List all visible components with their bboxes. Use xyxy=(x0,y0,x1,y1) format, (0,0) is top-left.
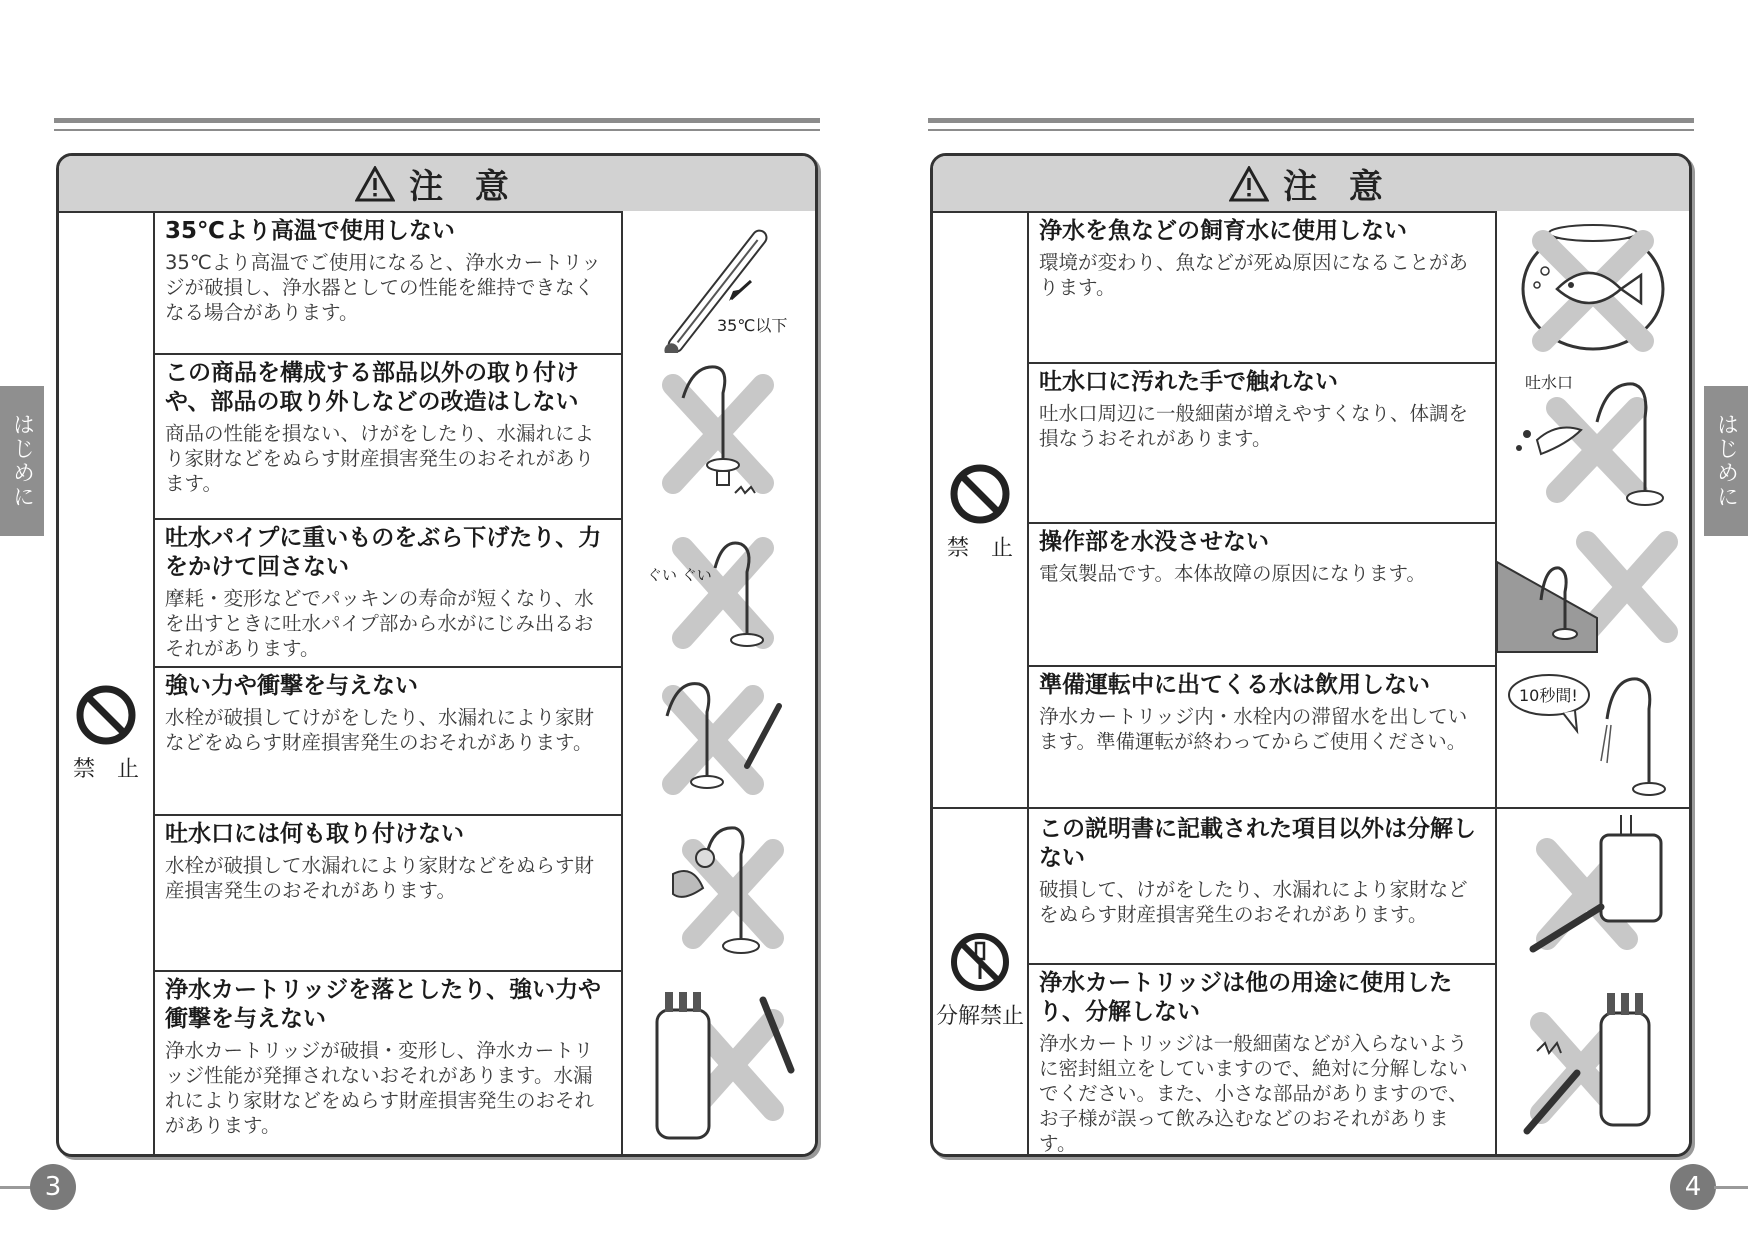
item-title: 吐水口に汚れた手で触れない xyxy=(1039,369,1338,395)
caution-row xyxy=(1027,362,1689,524)
spout-attachment-illustration xyxy=(621,814,815,970)
cartridge-disassembly-illustration xyxy=(1495,963,1689,1154)
caution-row xyxy=(153,211,815,355)
prohibition-icon xyxy=(949,463,1011,525)
item-title: 準備運転中に出てくる水は飲用しない xyxy=(1039,672,1430,698)
item-body: 摩耗・変形などでパッキンの寿命が短くなり、水を出すときに吐水パイプ部から水がにじみ出るおそれがあります。 xyxy=(165,587,594,660)
side-tab[interactable] xyxy=(0,386,44,536)
caution-box xyxy=(56,153,818,1157)
caution-row xyxy=(153,666,815,816)
item-title: 浄水カートリッジを落としたり、強い力や衝撃を与えない xyxy=(165,977,602,1032)
standby-water-illustration xyxy=(1495,665,1689,807)
submerge-illustration xyxy=(1495,522,1689,665)
top-rule xyxy=(928,118,1694,123)
item-title: 浄水カートリッジは他の用途に使用したり、分解しない xyxy=(1039,970,1453,1025)
caution-title: 注 意 xyxy=(1283,167,1393,207)
caution-title: 注 意 xyxy=(409,167,519,207)
item-title: 操作部を水没させない xyxy=(1039,529,1269,555)
warning-triangle-icon xyxy=(1229,166,1269,202)
page-number xyxy=(30,1164,76,1210)
caution-row xyxy=(1027,963,1689,1154)
item-title: 35℃より高温で使用しない xyxy=(165,218,455,244)
category-label: 禁 止 xyxy=(72,757,139,782)
dirty-hand-illustration xyxy=(1495,362,1689,522)
spout-label: 吐水口 xyxy=(1525,373,1574,392)
category-label: 分解禁止 xyxy=(935,1004,1024,1029)
page-number-text: 4 xyxy=(1684,1172,1702,1202)
page-number-line xyxy=(0,1186,34,1189)
disassembly-illustration xyxy=(1495,809,1689,963)
caution-row xyxy=(1027,809,1689,965)
fishbowl-illustration xyxy=(1495,211,1689,362)
right-page xyxy=(874,0,1748,1240)
side-tab-label: はじめに xyxy=(9,413,35,509)
item-body: 浄水カートリッジは一般細菌などが入らないように密封組立をしていますので、絶対に分解しないでください。また、小さな部品がありますので、お子様が誤って飲み込むなどのおそれがあります。 xyxy=(1039,1032,1468,1155)
caution-header xyxy=(59,156,815,213)
pipe-twist-illustration xyxy=(621,518,815,666)
category-column-prohibition xyxy=(933,211,1029,809)
top-rule-thin xyxy=(54,129,820,131)
top-rule xyxy=(54,118,820,123)
item-body: 商品の性能を損ない、けがをしたり、水漏れにより家財などをぬらす財産損害発生のおそれがあります。 xyxy=(165,422,595,495)
cartridge-drop-illustration xyxy=(621,970,815,1154)
side-tab[interactable] xyxy=(1704,386,1748,536)
caution-row xyxy=(153,518,815,668)
impact-illustration xyxy=(621,666,815,814)
temperature-label: 35℃以下 xyxy=(717,316,788,335)
item-body: 水栓が破損してけがをしたり、水漏れにより家財などをぬらす財産損害発生のおそれがあります。 xyxy=(165,706,595,754)
caution-box xyxy=(930,153,1692,1157)
item-body: 浄水カートリッジ内・水栓内の滞留水を出しています。準備運転が終わってからご使用ください。 xyxy=(1039,705,1468,753)
item-title: 浄水を魚などの飼育水に使用しない xyxy=(1039,218,1407,244)
thermometer-illustration xyxy=(621,211,815,353)
item-title: この説明書に記載された項目以外は分解しない xyxy=(1039,816,1476,871)
caution-header xyxy=(933,156,1689,213)
warning-triangle-icon xyxy=(355,166,395,202)
caution-row xyxy=(1027,522,1689,667)
caution-row xyxy=(153,353,815,520)
item-title: 吐水口には何も取り付けない xyxy=(165,821,464,847)
twist-label: ぐい ぐい xyxy=(647,566,712,584)
item-body: 環境が変わり、魚などが死ぬ原因になることがあります。 xyxy=(1039,251,1469,299)
page-number xyxy=(1670,1164,1716,1210)
item-body: 浄水カートリッジが破損・変形し、浄水カートリッジ性能が発揮されないおそれがあります。水漏れにより家財などをぬらす財産損害発生のおそれがあります。 xyxy=(165,1039,595,1137)
caution-row xyxy=(153,970,815,1154)
page-number-line xyxy=(1714,1186,1748,1189)
item-body: 35℃より高温でご使用になると、浄水カートリッジが破損し、浄水器としての性能を維持できなくなる場合があります。 xyxy=(165,251,601,324)
item-title: 強い力や衝撃を与えない xyxy=(165,673,418,699)
page-number-text: 3 xyxy=(44,1172,62,1202)
item-title: この商品を構成する部品以外の取り付けや、部品の取り外しなどの改造はしない xyxy=(165,360,579,415)
disassembly-prohibited-icon xyxy=(949,931,1011,993)
category-label: 禁 止 xyxy=(946,536,1013,561)
caution-row xyxy=(1027,211,1689,364)
prohibition-icon xyxy=(75,684,137,746)
item-title: 吐水パイプに重いものをぶら下げたり、力をかけて回さない xyxy=(165,525,602,580)
side-tab-label: はじめに xyxy=(1713,413,1739,509)
faucet-modification-illustration xyxy=(621,353,815,518)
item-body: 破損して、けがをしたり、水漏れにより家財などをぬらす財産損害発生のおそれがあります。 xyxy=(1039,878,1468,926)
category-column xyxy=(59,211,155,1154)
caution-row xyxy=(1027,665,1689,809)
caution-row xyxy=(153,814,815,972)
item-body: 吐水口周辺に一般細菌が増えやすくなり、体調を損なうおそれがあります。 xyxy=(1039,402,1469,450)
item-body: 電気製品です。本体故障の原因になります。 xyxy=(1039,562,1426,585)
seconds-label: 10秒間! xyxy=(1519,686,1578,705)
category-column-disassembly xyxy=(933,809,1029,1154)
top-rule-thin xyxy=(928,129,1694,131)
item-body: 水栓が破損して水漏れにより家財などをぬらす財産損害発生のおそれがあります。 xyxy=(165,854,595,902)
